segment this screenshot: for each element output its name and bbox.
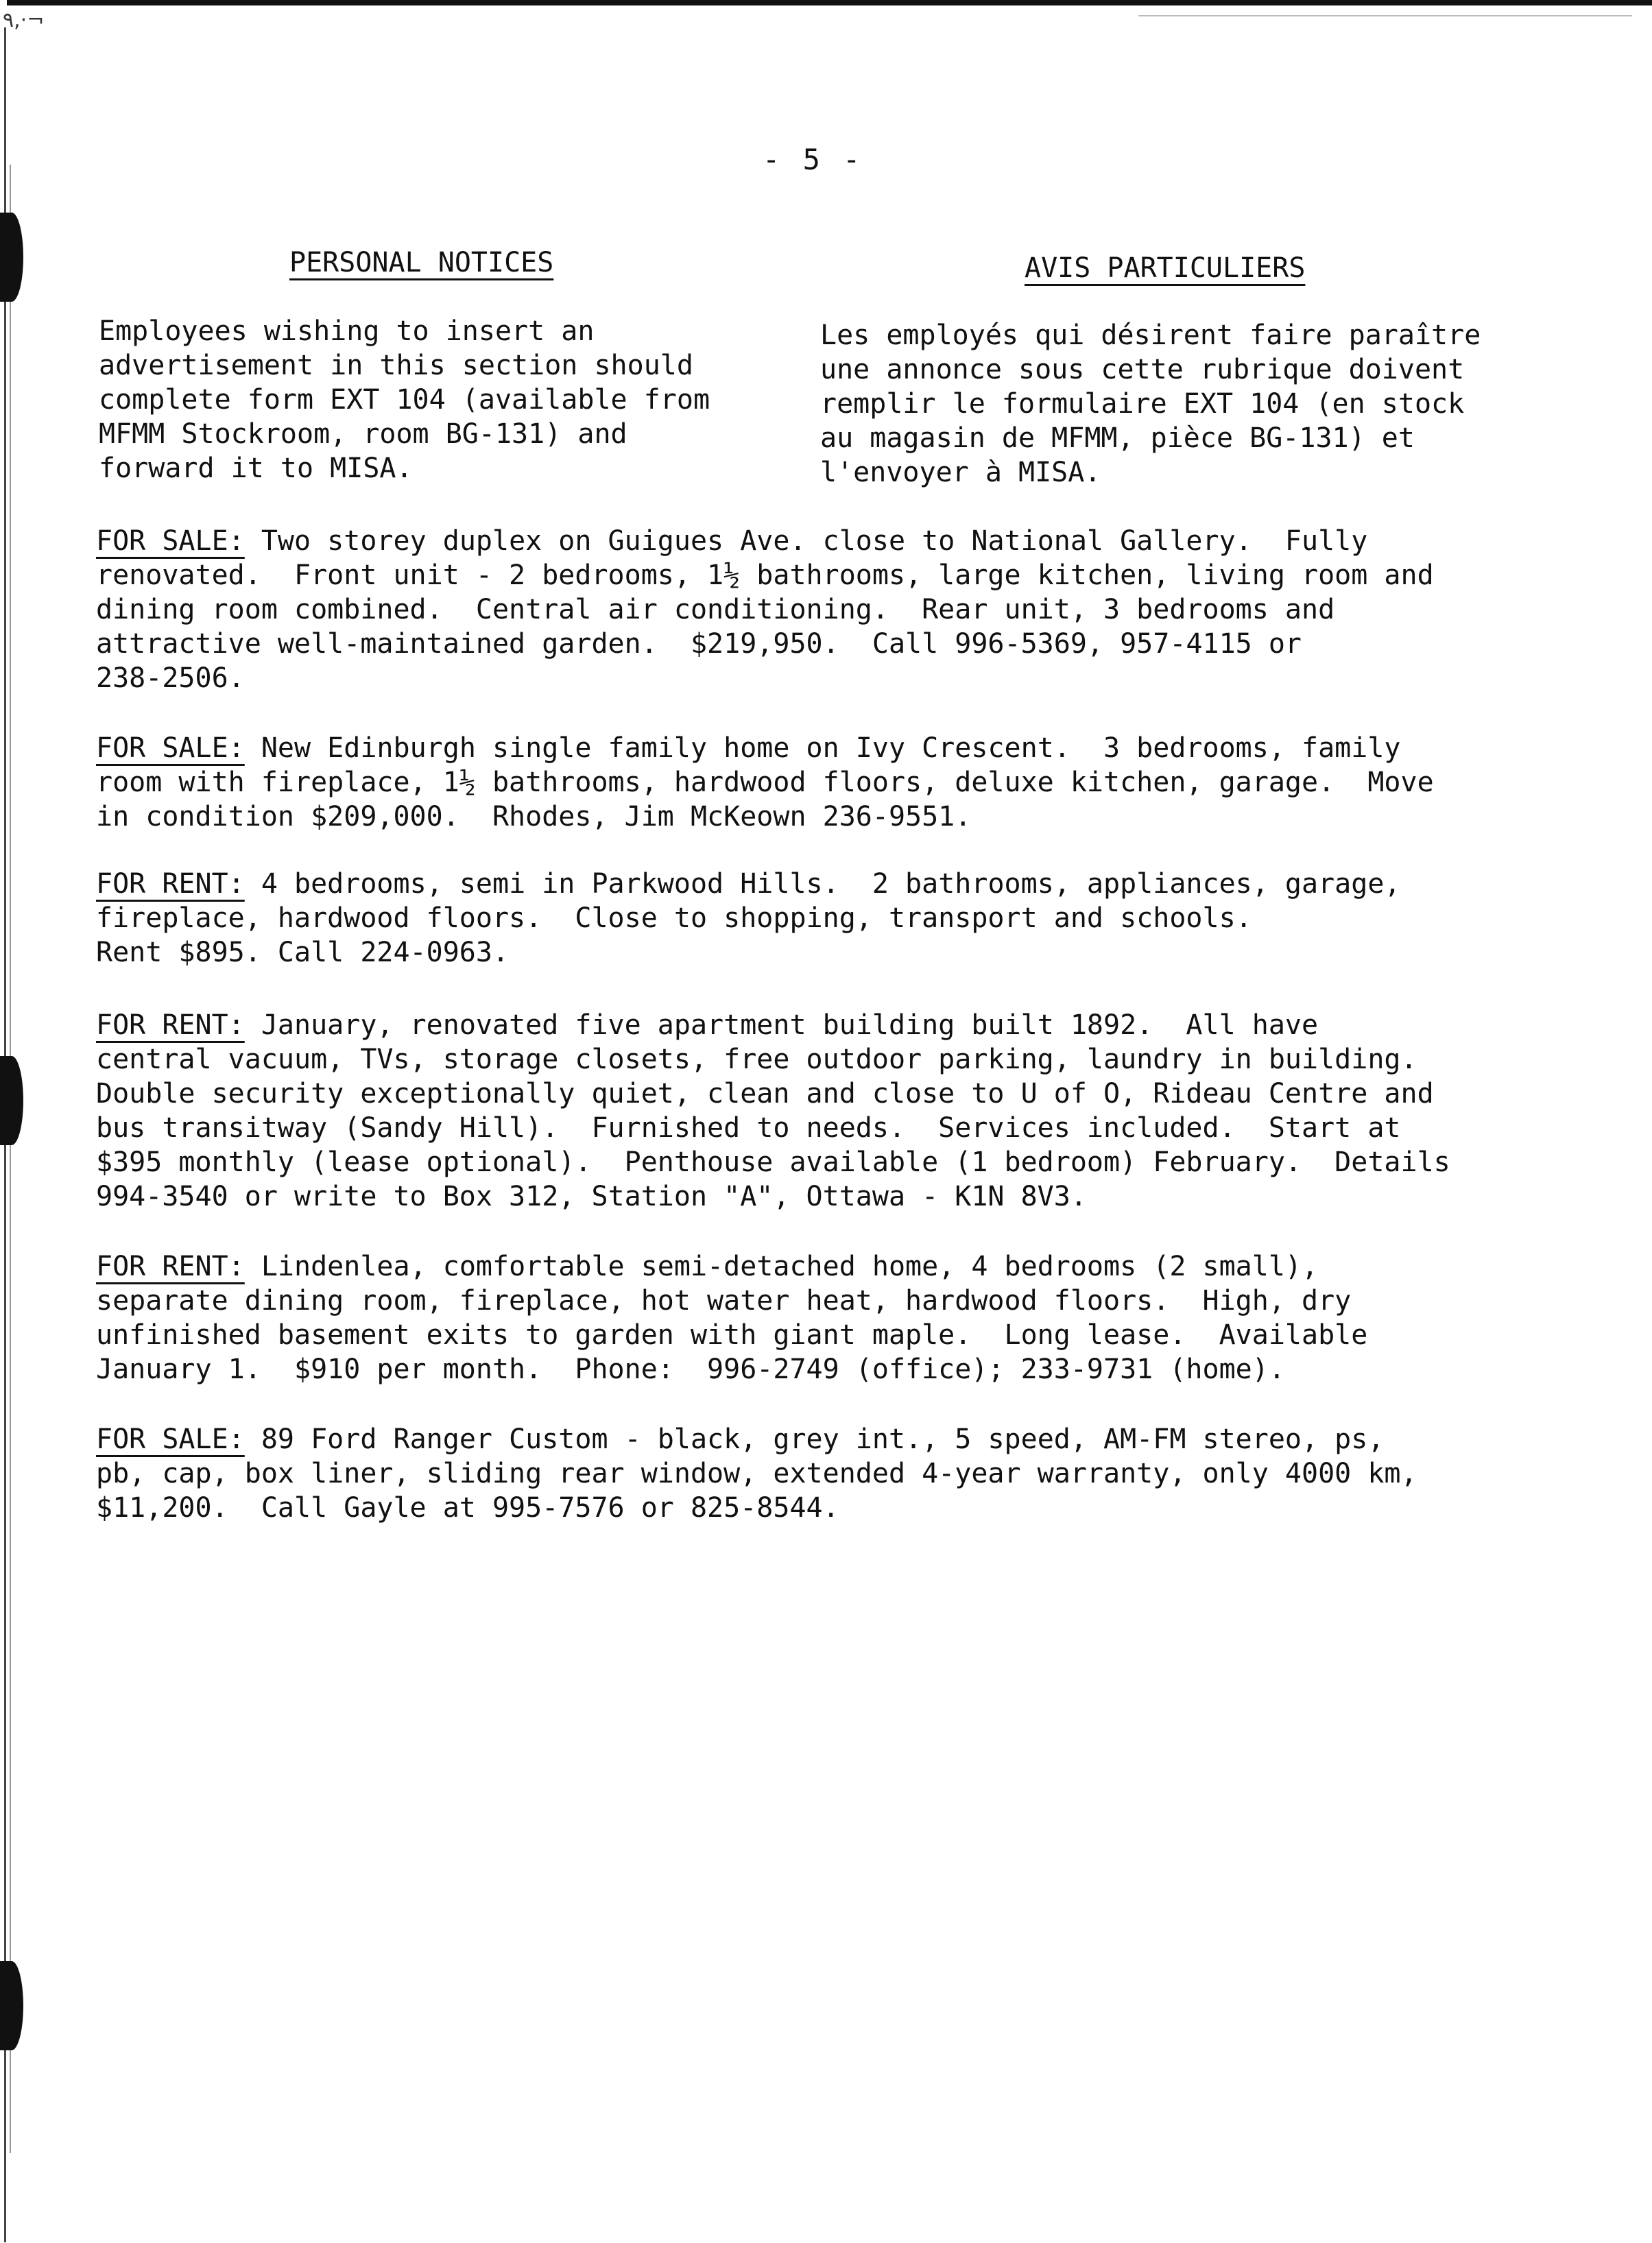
ad-text: 4 bedrooms, semi in Parkwood Hills. 2 bathrooms, appliances, garage, [244,868,1401,900]
ad-label: FOR SALE: [96,732,245,764]
ad-line: bus transitway (Sandy Hill). Furnished to needs. Services included. Start at [96,1112,1401,1144]
ad-line: unfinished basement exits to garden with giant maple. Long lease. Available [96,1319,1368,1351]
intro-en-line: forward it to MISA. [99,453,413,484]
page-number: - 5 - [763,143,863,176]
ad-label: FOR RENT: [96,1251,245,1282]
classified-ad-3 [96,867,1550,970]
intro-fr-line: Les employés qui désirent faire paraître [820,320,1481,351]
ad-line: room with fireplace, 1½ bathrooms, hardwood floors, deluxe kitchen, garage. Move [96,767,1434,798]
intro-fr-line: remplir le formulaire EXT 104 (en stock [820,388,1465,420]
ad-label: FOR RENT: [96,868,245,900]
ad-first-line [96,1008,1550,1042]
classified-ad-1 [96,524,1550,695]
scan-left-edge-inner [10,165,11,2153]
ad-line: 994-3540 or write to Box 312, Station "A", Ottawa - K1N 8V3. [96,1181,1087,1212]
classified-ad-5 [96,1249,1550,1387]
ad-first-line [96,1422,1550,1456]
intro-en-line: MFMM Stockroom, room BG-131) and [99,418,627,450]
ad-line: dining room combined. Central air conditioning. Rear unit, 3 bedrooms and [96,594,1335,625]
intro-en-line: complete form EXT 104 (available from [99,384,710,416]
ad-text: New Edinburgh single family home on Ivy Crescent. 3 bedrooms, family [244,732,1401,764]
ad-line: Double security exceptionally quiet, clean and close to U of O, Rideau Centre and [96,1078,1434,1109]
classified-ad-4 [96,1008,1550,1214]
intro-en-line: advertisement in this section should [99,350,693,381]
ad-line: 238-2506. [96,662,245,694]
ad-line: in condition $209,000. Rhodes, Jim McKeown 236-9551. [96,801,972,832]
ad-line: separate dining room, fireplace, hot water heat, hardwood floors. High, dry [96,1285,1352,1317]
binder-hole-bottom [0,1961,23,2050]
ad-line: attractive well-maintained garden. $219,950. Call 996-5369, 957-4115 or [96,628,1302,660]
intro-fr-line: l'envoyer à MISA. [820,457,1101,488]
ad-text: January, renovated five apartment building built 1892. All have [244,1009,1319,1041]
intro-en-line: Employees wishing to insert an [99,315,595,347]
ad-line: Rent $895. Call 224-0963. [96,937,510,968]
intro-french [820,318,1479,490]
classified-ad-2 [96,731,1550,834]
ad-first-line [96,1249,1550,1284]
intro-fr-line: une annonce sous cette rubrique doivent [820,354,1465,385]
ad-line: $11,200. Call Gayle at 995-7576 or 825-8544. [96,1492,839,1524]
binder-hole-middle [0,1056,23,1145]
corner-mark: ٩,·¬ [3,8,45,32]
ad-label: FOR RENT: [96,1009,245,1041]
ad-label: FOR SALE: [96,525,245,557]
heading-avis-particuliers: AVIS PARTICULIERS [1025,252,1306,284]
scan-faint-line [1138,15,1632,16]
ad-label: FOR SALE: [96,1424,245,1455]
classified-ad-6 [96,1422,1550,1525]
scan-top-border [7,0,1652,5]
ad-line: fireplace, hardwood floors. Close to shopping, transport and schools. [96,902,1252,934]
intro-english [99,314,757,485]
ad-first-line [96,524,1550,558]
ad-line: renovated. Front unit - 2 bedrooms, 1½ bathrooms, large kitchen, living room and [96,560,1434,591]
heading-personal-notices: PERSONAL NOTICES [289,247,554,278]
ad-first-line [96,867,1550,901]
intro-fr-line: au magasin de MFMM, pièce BG-131) et [820,422,1415,454]
ad-first-line [96,731,1550,765]
ad-line: January 1. $910 per month. Phone: 996-2749 (office); 233-9731 (home). [96,1354,1285,1385]
binder-hole-top [0,213,23,302]
ad-line: $395 monthly (lease optional). Penthouse available (1 bedroom) February. Details [96,1147,1450,1178]
ad-line: pb, cap, box liner, sliding rear window, extended 4-year warranty, only 4000 km, [96,1458,1417,1489]
ad-text: 89 Ford Ranger Custom - black, grey int., 5 speed, AM-FM stereo, ps, [244,1424,1385,1455]
ad-text: Lindenlea, comfortable semi-detached home, 4 bedrooms (2 small), [244,1251,1319,1282]
ad-line: central vacuum, TVs, storage closets, free outdoor parking, laundry in building. [96,1044,1417,1075]
ad-text: Two storey duplex on Guigues Ave. close to National Gallery. Fully [244,525,1368,557]
